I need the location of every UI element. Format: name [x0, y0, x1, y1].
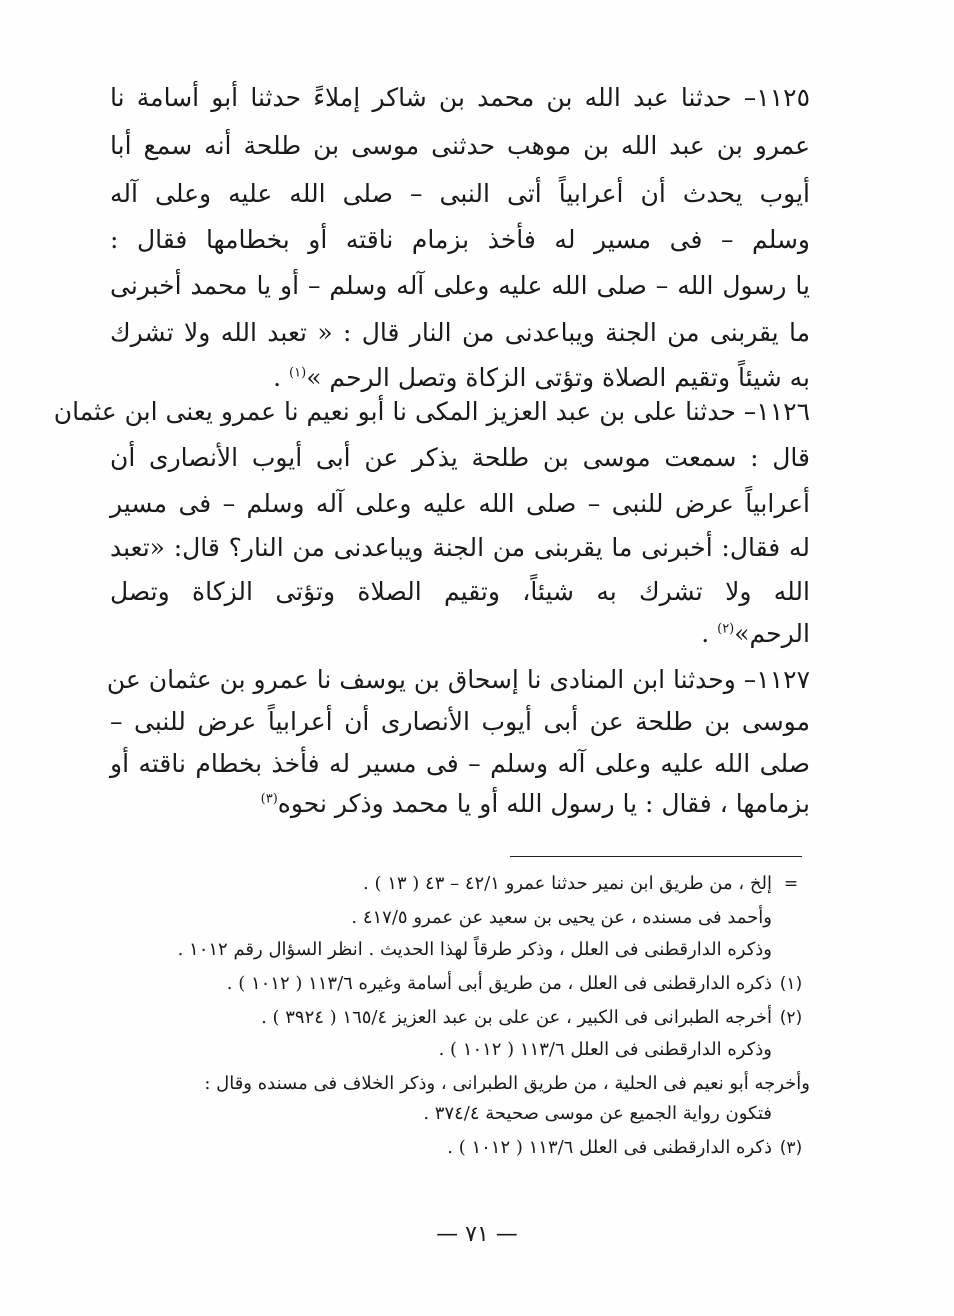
hadith-line	[110, 82, 810, 114]
footnote-marker: =	[783, 874, 799, 894]
hadith-line: قال : سمعت موسى بن طلحة يذكر عن أبى أيوب الأنصارى أن	[110, 443, 810, 472]
hadith-text: به شيئاً وتقيم الصلاة وتؤتى الزكاة وتصل الرحم »	[306, 363, 810, 392]
line-end: .	[701, 619, 710, 648]
footnote	[110, 1036, 810, 1064]
hadith-text: بزمامها ، فقال : يا رسول الله أو يا محمد وذكر نحوه	[277, 789, 810, 818]
hadith-line	[110, 618, 810, 650]
hadith-text: وحدثنا ابن المنادى نا إسحاق بن يوسف نا عمرو بن عثمان عن	[106, 665, 736, 694]
footnote-text: إلخ ، من طريق ابن نمير حدثنا عمرو ٤٢/١ – ٤٣ ( ١٣ ) .	[363, 873, 772, 894]
hadith-line: يا رسول الله – صلى الله عليه وعلى آله وسلم – أو يا محمد أخبرنى	[110, 271, 810, 300]
footnote	[110, 1004, 810, 1032]
footnote-ref: (٣)	[260, 791, 278, 807]
line-end: .	[273, 363, 282, 392]
hadith-line: أعرابياً عرض للنبى – صلى الله عليه وعلى آله وسلم – فى مسير	[110, 489, 810, 518]
footnote	[110, 904, 810, 932]
hadith-number: ١١٢٦–	[743, 397, 810, 426]
hadith-line: ما يقربنى من الجنة ويباعدنى من النار قال : « تعبد الله ولا تشرك	[110, 318, 810, 347]
footnote-text: فتكون رواية الجميع عن موسى صحيحة ٣٧٤/٤ .	[423, 1103, 772, 1124]
footnote	[110, 1134, 810, 1162]
hadith-line: أيوب يحدث أن أعرابياً أتى النبى – صلى الله عليه وعلى آله	[110, 179, 810, 208]
footnote-text: ذكره الدارقطنى فى العلل ، من طريق أبى أسامة وغيره ١١٣/٦ ( ١٠١٢ ) .	[226, 973, 772, 994]
page-number: — ٧١ —	[436, 1222, 518, 1247]
footnote-marker: (٢)	[779, 1008, 803, 1028]
footnote-text: وأخرجه أبو نعيم فى الحلية ، من طريق الطبرانى ، وذكر الخلاف فى مسنده وقال :	[204, 1073, 810, 1094]
footnote-marker: (٣)	[779, 1138, 803, 1158]
hadith-text: حدثنا عبد الله بن محمد بن شاكر إملاءً حدثنا أبو أسامة نا	[110, 83, 732, 112]
hadith-line	[110, 362, 810, 394]
hadith-line: موسى بن طلحة عن أبى أيوب الأنصارى أن أعرابياً عرض للنبى –	[110, 707, 810, 736]
hadith-line: الله ولا تشرك به شيئاً، وتقيم الصلاة وتؤتى الزكاة وتصل	[110, 577, 811, 606]
hadith-number: ١١٢٥–	[743, 83, 810, 112]
hadith-text: حدثنا على بن عبد العزيز المكى نا أبو نعيم نا عمرو يعنى ابن عثمان	[53, 397, 736, 426]
hadith-line: وسلم – فى مسير له فأخذ بزمام ناقته أو بخطامها فقال :	[110, 225, 810, 254]
footnote	[110, 870, 810, 898]
hadith-text: الرحم»	[734, 619, 810, 648]
footnote-text: وأحمد فى مسنده ، عن يحيى بن سعيد عن عمرو ٤١٧/٥ .	[351, 907, 772, 928]
hadith-line: صلى الله عليه وعلى آله وسلم – فى مسير له فأخذ بخطام ناقته أو	[110, 749, 810, 778]
footnote	[110, 970, 810, 998]
hadith-line	[110, 788, 810, 820]
footnote-ref: (٢)	[717, 621, 735, 637]
hadith-line: عمرو بن عبد الله بن موهب حدثنى موسى بن طلحة أنه سمع أبا	[110, 131, 810, 160]
footnote-text: وذكره الدارقطنى فى العلل ١١٣/٦ ( ١٠١٢ ) .	[438, 1039, 772, 1060]
footnote-text: ذكره الدارقطنى فى العلل ١١٣/٦ ( ١٠١٢ ) .	[447, 1137, 772, 1158]
footnote	[110, 1070, 810, 1098]
footnote	[110, 936, 810, 964]
hadith-line: له فقال: أخبرنى ما يقربنى من الجنة ويباعدنى من النار؟ قال: «تعبد	[110, 533, 810, 562]
hadith-number: ١١٢٧–	[743, 665, 810, 694]
footnote-ref: (١)	[289, 365, 307, 381]
hadith-line	[53, 396, 810, 428]
footnote	[110, 1100, 810, 1128]
footnote-divider	[510, 856, 802, 857]
footnote-text: وذكره الدارقطنى فى العلل ، وذكر طرقاً لهذا الحديث . انظر السؤال رقم ١٠١٢ .	[177, 939, 772, 960]
footnote-marker: (١)	[779, 974, 803, 994]
hadith-line	[106, 664, 810, 696]
footnote-text: أخرجه الطبرانى فى الكبير ، عن على بن عبد العزيز ١٦٥/٤ ( ٣٩٢٤ ) .	[261, 1007, 772, 1028]
